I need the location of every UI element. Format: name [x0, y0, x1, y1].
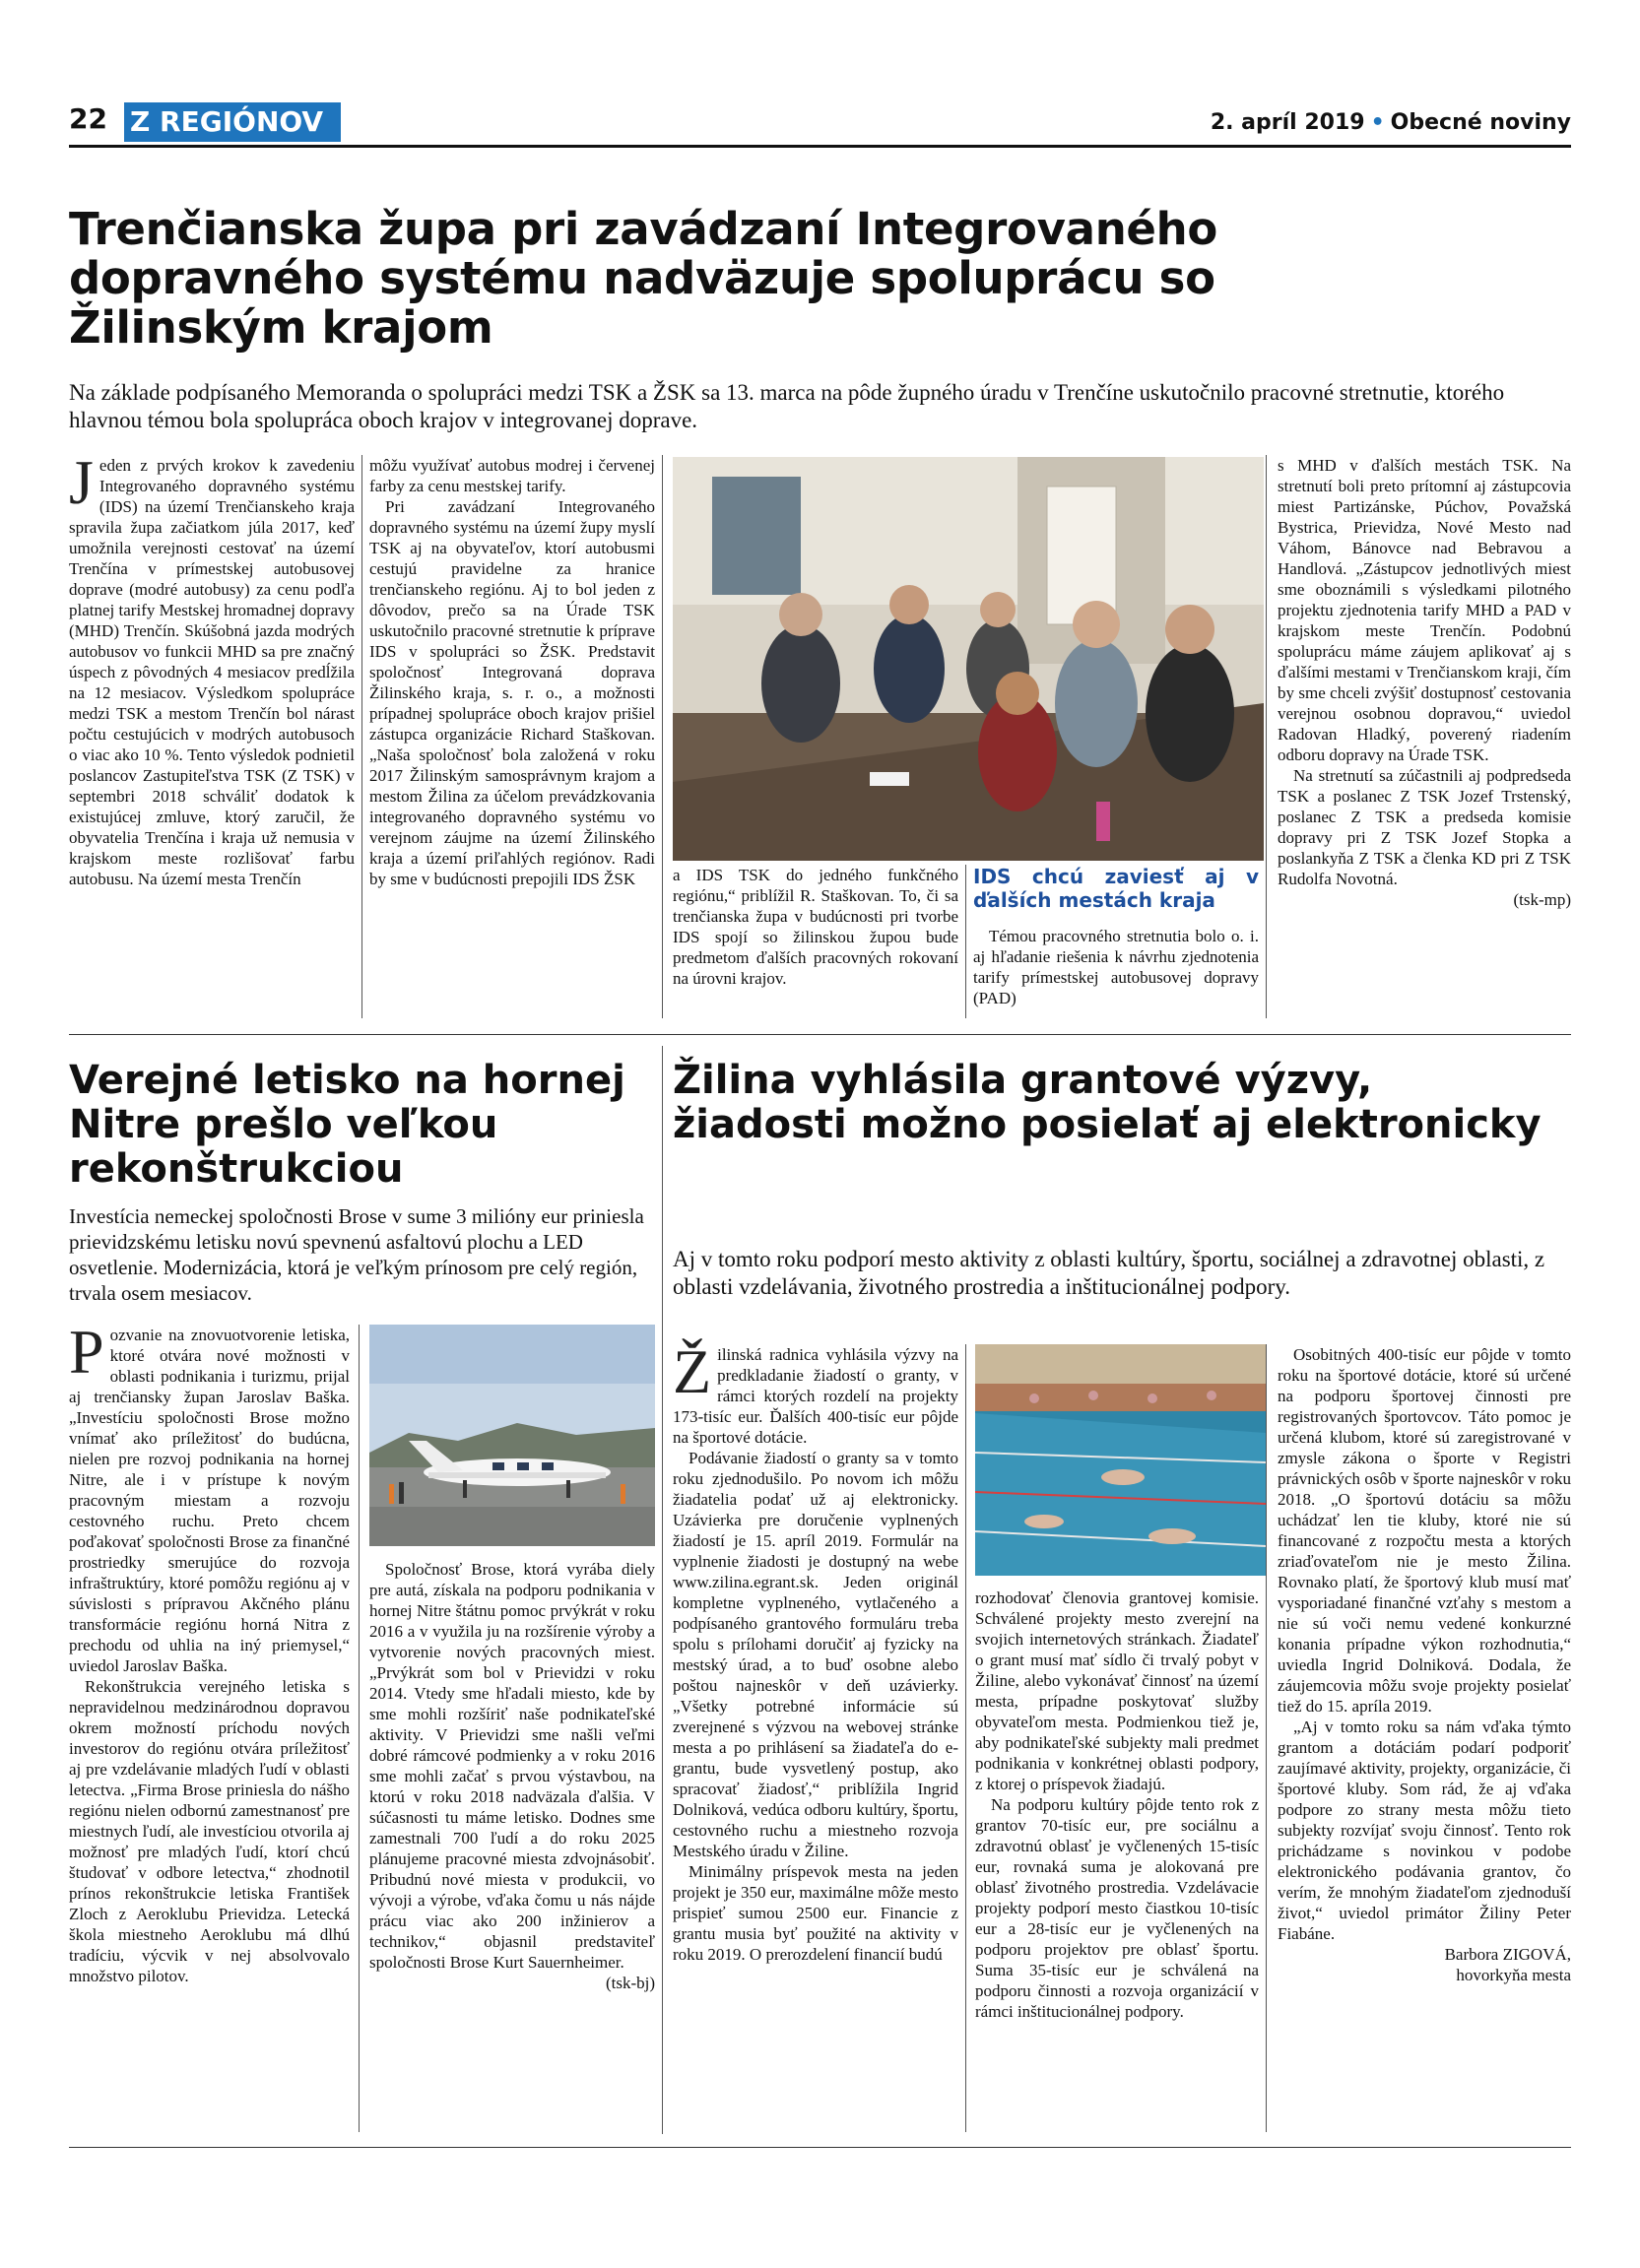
article3-signature-name: Barbora ZIGOVÁ,	[1444, 1945, 1571, 1964]
article-separator	[69, 1034, 1571, 1035]
article1-title: Trenčianska župa pri zavádzaní Integrovaného dopravného systému nadväzuje spoluprácu so Žilinským krajom	[69, 203, 1218, 354]
paragraph: Osobitných 400-tisíc eur pôjde v tomto roku na športové dotácie, ktoré sú určené na podporu športovej činnosti pre registrovaných športovcov. Táto pomoc je určená klubom, ktoré sú zaregistrované v zmysle zákona o športe v Registri právnických osôb v športe najneskôr v roku 2018. „O športovú dotáciu sa môžu uchádzať len tie kluby, ktoré nie sú financované z rozpočtu mesta a ktorých zriaďovateľom nie je mesto Žilina. Rovnako platí, že športový klub musí mať vysporiadané finančné vzťahy s mestom a nie sú voči nemu vedené konkurzné konania prípadne výkon rozhodnutia,“ uviedla Ingrid Dolniková. Dodala, že záujemcovia môžu svoje projekty posielať tiež do 15. apríla 2019.	[1278, 1345, 1571, 1716]
column-divider	[1266, 1344, 1267, 2132]
meeting-photo	[673, 457, 1264, 861]
airplane-photo-image	[369, 1325, 655, 1546]
paragraph: ozvanie na znovuotvorenie letiska, ktoré otvára nové možnosti v oblasti podnikania i turizmu, prijal aj trenčiansky župan Jaroslav Baška. „Investíciu spoločnosti Brose možno vnímať ako príležitosť do budúcna, nielen pre rozvoj podnikania na hornej Nitre, ale i v prístupe k novým pracovným miestam a rozvoju cestovného ruchu. Preto chcem poďakovať spoločnosti Brose za finančné prostriedky smerujúce do rozvoja infraštruktúry, ktoré pomôžu regiónu aj v súvislosti s prípravou Akčného plánu transformácie regiónu horná Nitra z prechodu od uhlia na iný priemysel,“ uviedol Jaroslav Baška.	[69, 1326, 350, 1675]
article1-col2	[369, 455, 655, 889]
dropcap: J	[69, 447, 94, 517]
paragraph: Rekonštrukcia verejného letiska s nepravidelnou medzinárodnou dopravou okrem možností príchodu nových investorov do regiónu otvára príležitosť aj pre vzdelávanie mladých ľudí v oblasti letectva. „Firma Brose priniesla do nášho regiónu nielen odbornú zamestnanosť pre miestnych ľudí, ale investíciou otvorila aj možnosť pre mladých ľudí, ktorí chcú študovať v odbore letectva,“ zhodnotil prínos rekonštrukcie letiska František Zloch z Aeroklubu Prievidza. Letecká škola miestneho Aeroklubu má dlhú tradíciu, výcvik v nej absolvovalo množstvo pilotov.	[69, 1677, 350, 1985]
article1-signature: (tsk-mp)	[1513, 890, 1571, 909]
paragraph: ilinská radnica vyhlásila výzvy na predkladanie žiadostí o granty, v rámci ktorých rozdelí na projekty 173-tisíc eur. Ďalších 400-tisíc eur pôjde na športové dotácie.	[673, 1345, 958, 1447]
paragraph: Na podporu kultúry pôjde tento rok z grantov 70-tisíc eur, pre sociálnu a zdravotnú oblasť je vyčlenených 15-tisíc eur, rovnaká suma je alokovaná pre oblasť životného prostredia. Vzdelávacie projekty podporí mesto čiastkou 10-tisíc eur a 28-tisíc eur je vyčlenených na podporu projektov pre oblasť športu. Suma 35-tisíc eur je schválená na podporu činnosti a rozvoja organizácií v rámci inštitucionálnej podpory.	[975, 1795, 1259, 2021]
paragraph: „Aj v tomto roku sa nám vďaka týmto grantom a dotáciám podarí podporiť zaujímavé aktivity, projekty, organizácie, či športové kluby. Som rád, že aj vďaka podpore zo strany mesta môžu tieto subjekty rozvíjať svoju činnosť. Tento rok prichádzame s novinkou v podobe elektronického podávania grantov, čo verím, že mnohým žiadateľom zjednoduší život,“ uviedol primátor Žiliny Peter Fiabáne.	[1278, 1717, 1571, 1943]
swimming-pool-photo-image	[975, 1344, 1266, 1576]
article3-col1	[673, 1336, 958, 1965]
column-divider	[359, 1325, 360, 2132]
column-divider	[965, 865, 966, 1018]
paragraph: Témou pracovného stretnutia bolo o. i. aj hľadanie riešenia k návrhu zjednotenia tarify prímestskej autobusovej dopravy (PAD)	[973, 927, 1259, 1007]
paragraph: a IDS TSK do jedného funkčného regiónu,“ priblížil R. Staškovan. To, či sa trenčianska župa v budúcnosti pri tvorbe IDS spojí so žilinskou župou bude predmetom ďalších pracovných rokovaní na úrovni krajov.	[673, 866, 958, 988]
column-divider	[361, 455, 362, 1018]
paragraph: rozhodovať členovia grantovej komisie. Schválené projekty mesto zverejní na svojich internetových stránkach. Žiadateľ o grant musí mať sídlo či trvalý pobyt v Žiline, alebo vykonávať činnosť na území mesta, prípadne poskytovať služby obyvateľom mesta. Podmienkou tiež je, aby podnikateľské subjekty mali predmet podnikania v konkrétnej oblasti podpory, z ktorej o príspevok žiadajú.	[975, 1588, 1259, 1793]
meeting-photo-image	[673, 457, 1264, 861]
section-label: Z REGIÓNOV	[124, 102, 341, 142]
article1-col5	[1278, 455, 1571, 910]
article2-col1	[69, 1317, 350, 1986]
column-divider	[965, 1344, 966, 2132]
article3-col3	[1278, 1344, 1571, 1985]
paragraph: Minimálny príspevok mesta na jeden projekt je 350 eur, maximálne môže mesto prispieť sumou 2500 eur. Financie z grantu musia byť použité na aktivity v roku 2019. O prerozdelení financií budú	[673, 1862, 958, 1964]
paragraph: Pri zavádzaní Integrovaného dopravného systému na území župy myslí TSK aj na obyvateľov, ktorí autobusmi cestujú pravidelne za hranice trenčianskeho regiónu. Aj to bol jeden z dôvodov, prečo sa na Úrade TSK uskutočnilo pracovné stretnutie k príprave IDS v spolupráci so ŽSK. Predstavit spoločnosť Integrovaná doprava Žilinského kraja, s. r. o., a možnosti prípadnej spolupráce oboch krajov prišiel zástupca organizácie Richard Staškovan. „Naša spoločnosť bola založená v roku 2017 Žilinským samosprávnym krajom a mestom Žilina za účelom prevádzkovania integrovaného dopravného systému vo verejnom záujme na území Žilinského kraja a území priľahlých regiónov. Radi by sme v budúcnosti prepojili IDS ŽSK	[369, 497, 655, 888]
publication-name: Obecné noviny	[1390, 110, 1571, 135]
article3-signature-role: hovorkyňa mesta	[1456, 1966, 1571, 1984]
swimming-pool-photo	[975, 1344, 1266, 1576]
paragraph: Spoločnosť Brose, ktorá vyrába diely pre autá, získala na podporu podnikania v hornej Nitre štátnu pomoc prvýkrát v roku 2016 a v využila ju na rozšírenie výroby a vytvorenie nových pracovných miest. „Prvýkrát som bol v Prievidzi v roku 2014. Vtedy sme hľadali miesto, kde by sme mohli rozšíriť naše podnikateľské aktivity. V Prievidzi sme našli veľmi dobré rámcové podmienky a v roku 2016 sme mohli začať s prvou výstavbou, na ktorú v roku 2018 nadväzala ďalšia. V súčasnosti tu máme letisko. Dodnes sme zamestnali 700 ľudí a do roku 2025 plánujeme pracovné miesta zdvojnásobiť. Pribudnú nové miesta v produkcii, vo vývoji a výrobe, vďaka čomu u nás nájde prácu viac ako 200 inžinierov a technikov,“ objasnil predstaviteľ spoločnosti Brose Kurt Sauernheimer.	[369, 1560, 655, 1972]
paragraph: môžu využívať autobus modrej i červenej farby za cenu mestskej tarify.	[369, 456, 655, 495]
paragraph: s MHD v ďalších mestách TSK. Na stretnutí boli preto prítomní aj zástupcovia miest Partizánske, Púchov, Považská Bystrica, Prievidza, Nové Mesto nad Váhom, Bánovce nad Bebravou a Handlová. „Zástupcov jednotlivých miest sme oboznámili s výsledkami pilotného projektu zjednotenia tarify MHD a PAD v krajskom meste Trenčín. Podobnú spoluprácu máme záujem aplikovať aj s ďalšími mestami v Trenčianskom kraji, čím by sme chceli zvýšiť dostupnosť cestovania verejnou osobnou dopravou,“ uviedol Radovan Hladký, poverený riadením odboru dopravy na Úrade TSK.	[1278, 456, 1571, 764]
article1-col3	[673, 865, 958, 989]
airplane-photo	[369, 1325, 655, 1546]
article2-col2	[369, 1559, 655, 1993]
article2-title: Verejné letisko na hornej Nitre prešlo veľkou rekonštrukciou	[69, 1058, 625, 1192]
article3-col2	[975, 1588, 1259, 2022]
article3-lead: Aj v tomto roku podporí mesto aktivity z oblasti kultúry, športu, sociálnej a zdravotnej oblasti, z oblasti vzdelávania, životného prostredia a inštitucionálnej podpory.	[673, 1247, 1545, 1299]
date-text: 2. apríl 2019	[1210, 110, 1365, 135]
paragraph: eden z prvých krokov k zavedeniu Integrovaného dopravného systému (IDS) na území Trenčianskeho kraja spravila župa začiatkom júla 2017, keď umožnila verejnosti cestovať na území Trenčína v prímestskej autobusovej doprave (modré autobusy) za cenu podľa platnej tarify Mestskej hromadnej dopravy (MHD) Trenčín. Skúšobná jazda modrých autobusov vo funkcii MHD sa pre značný úspech z pôvodných 4 mesiacov predĺžila na 12 mesiacov. Výsledkom spolupráce medzi TSK a mestom Trenčín bol nárast počtu cestujúcich v modrých autobusoch o viac ako 10 %. Tento výsledok podnietil poslancov Zastupiteľstva TSK (Z TSK) v septembri 2018 schváliť dodatok k existujúcej zmluve, ktorý zaručil, že obyvatelia Trenčína i kraja už nemusia v krajskom meste rozlišovať farbu autobusu. Na území mesta Trenčín	[69, 456, 355, 888]
issue-date	[1211, 110, 1571, 135]
article2-signature: (tsk-bj)	[605, 1974, 655, 1992]
footer-rule	[69, 2147, 1571, 2148]
dropcap: Ž	[673, 1336, 712, 1406]
bullet-separator: •	[1370, 110, 1385, 135]
page-number: 22	[69, 102, 107, 135]
column-divider	[662, 455, 663, 1018]
article2-lead: Investícia nemeckej spoločnosti Brose v sume 3 milióny eur priniesla prievidzskému letisku novú spevnenú asfaltovú plochu a LED osvetlenie. Modernizácia, ktorá je veľkým prínosom pre celý región, trvala osem mesiacov.	[69, 1204, 644, 1305]
article1-col1	[69, 447, 355, 889]
column-divider	[662, 1046, 663, 2134]
article1-lead: Na základe podpísaného Memoranda o spolupráci medzi TSK a ŽSK sa 13. marca na pôde župného úradu v Trenčíne uskutočnilo pracovné stretnutie, ktorého hlavnou témou bola spolupráca oboch krajov v integrovanej doprave.	[69, 380, 1505, 432]
header-rule	[69, 145, 1571, 148]
article3-title: Žilina vyhlásila grantové výzvy, žiadosti možno posielať aj elektronicky	[673, 1058, 1542, 1147]
paragraph: Na stretnutí sa zúčastnili aj podpredseda TSK a poslanec Z TSK Jozef Trstenský, poslanec Z TSK a predseda komisie dopravy pri Z TSK Jozef Stopka a poslankyňa Z TSK a členka KD pri Z TSK Rudolfa Novotná.	[1278, 766, 1571, 888]
dropcap: P	[69, 1317, 104, 1387]
article1-col4	[973, 865, 1259, 1008]
paragraph: Podávanie žiadostí o granty sa v tomto roku zjednodušilo. Po novom ich môžu žiadatelia podať už aj elektronicky. Uzávierka pre doručenie vyplnených žiadostí je 15. apríl 2019. Formulár na vyplnenie žiadosti je dostupný na webe www.zilina.egrant.sk. Jeden originál kompletne vyplneného, vytlačeného a podpísaného grantového formuláru treba spolu s prílohami doručiť aj fyzicky na mestský úrad, a to buď osobne alebo poštou najneskôr v deň uzávierky. „Všetky potrebné informácie sú zverejnené s výzvou na webovej stránke mesta a po prihlásení sa žiadateľa do e-grantu, bude vysvetlený postup, ako spracovať žiadosť,“ priblížila Ingrid Dolniková, vedúca odboru kultúry, športu, cestovného ruchu a miestneho rozvoja Mestského úradu v Žiline.	[673, 1449, 958, 1860]
article1-subhead: IDS chcú zaviesť aj v ďalších mestách kraja	[973, 865, 1259, 912]
column-divider	[1266, 455, 1267, 1018]
